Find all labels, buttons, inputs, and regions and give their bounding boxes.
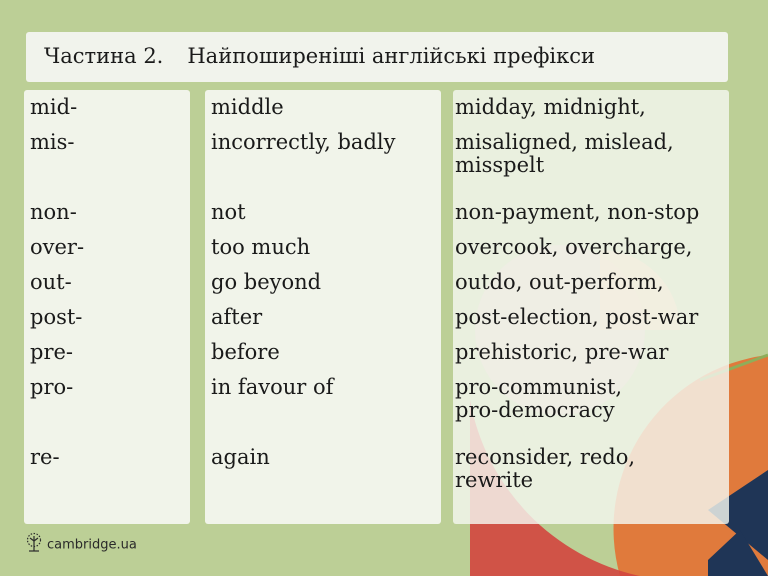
- examples-text: pro-communist,: [455, 375, 623, 399]
- examples-text: post-election, post-war: [455, 305, 699, 329]
- meaning-text: in favour of: [211, 375, 334, 399]
- meaning-text: too much: [211, 235, 311, 259]
- examples-text: outdo, out-perform,: [455, 270, 664, 294]
- meaning-text: after: [211, 305, 263, 329]
- meaning-text: again: [211, 445, 270, 469]
- prefix-text: non-: [30, 200, 77, 224]
- meaning-cell: [211, 341, 441, 364]
- prefix-cell: [30, 236, 190, 259]
- prefix-text: re-: [30, 445, 60, 469]
- cambridge-logo[interactable]: [24, 532, 137, 558]
- prefix-column: [24, 90, 190, 524]
- prefix-text: mis-: [30, 130, 75, 154]
- meaning-text: incorrectly, badly: [211, 130, 396, 154]
- prefix-cell: [30, 341, 190, 364]
- prefix-cell: [30, 306, 190, 329]
- prefix-text: pro-: [30, 375, 74, 399]
- prefix-cell: [30, 376, 190, 434]
- prefix-text: pre-: [30, 340, 74, 364]
- examples-text: prehistoric, pre-war: [455, 340, 669, 364]
- meaning-cell: [211, 446, 441, 469]
- examples-text: midday, midnight,: [455, 95, 646, 119]
- meaning-cell: [211, 271, 441, 294]
- examples-text: reconsider, redo,: [455, 445, 636, 469]
- meaning-cell: [211, 306, 441, 329]
- examples-text: pro-democracy: [455, 398, 615, 422]
- part-number: Частина 2.: [44, 44, 164, 68]
- meaning-text: before: [211, 340, 280, 364]
- meaning-column: [205, 90, 441, 524]
- examples-cell: [455, 96, 729, 119]
- meaning-cell: [211, 236, 441, 259]
- prefix-cell: [30, 131, 190, 189]
- meaning-text: middle: [211, 95, 284, 119]
- title-bar: [26, 32, 728, 82]
- prefix-cell: [30, 271, 190, 294]
- examples-cell: [455, 271, 729, 294]
- examples-cell: [455, 236, 729, 259]
- prefix-text: out-: [30, 270, 72, 294]
- prefix-cell: [30, 201, 190, 224]
- examples-column: [453, 90, 729, 524]
- examples-text: misaligned, mislead,: [455, 130, 674, 154]
- examples-cell: [455, 131, 729, 189]
- meaning-cell: [211, 131, 441, 189]
- prefix-text: mid-: [30, 95, 78, 119]
- logo-text: cambridge.ua: [47, 537, 137, 553]
- examples-text: overcook, overcharge,: [455, 235, 693, 259]
- prefix-text: post-: [30, 305, 83, 329]
- examples-cell: [455, 306, 729, 329]
- examples-text: rewrite: [455, 468, 534, 492]
- examples-text: non-payment, non-stop: [455, 200, 700, 224]
- meaning-cell: [211, 201, 441, 224]
- examples-cell: [455, 201, 729, 224]
- meaning-cell: [211, 376, 441, 434]
- examples-cell: [455, 341, 729, 364]
- prefix-cell: [30, 96, 190, 119]
- examples-cell: [455, 376, 729, 434]
- meaning-text: not: [211, 200, 246, 224]
- page-title: Найпоширеніші англійські префікси: [187, 44, 596, 68]
- prefix-text: over-: [30, 235, 85, 259]
- examples-text: misspelt: [455, 153, 545, 177]
- examples-cell: [455, 446, 729, 492]
- meaning-cell: [211, 96, 441, 119]
- prefix-cell: [30, 446, 190, 469]
- tree-icon: [24, 532, 44, 558]
- meaning-text: go beyond: [211, 270, 322, 294]
